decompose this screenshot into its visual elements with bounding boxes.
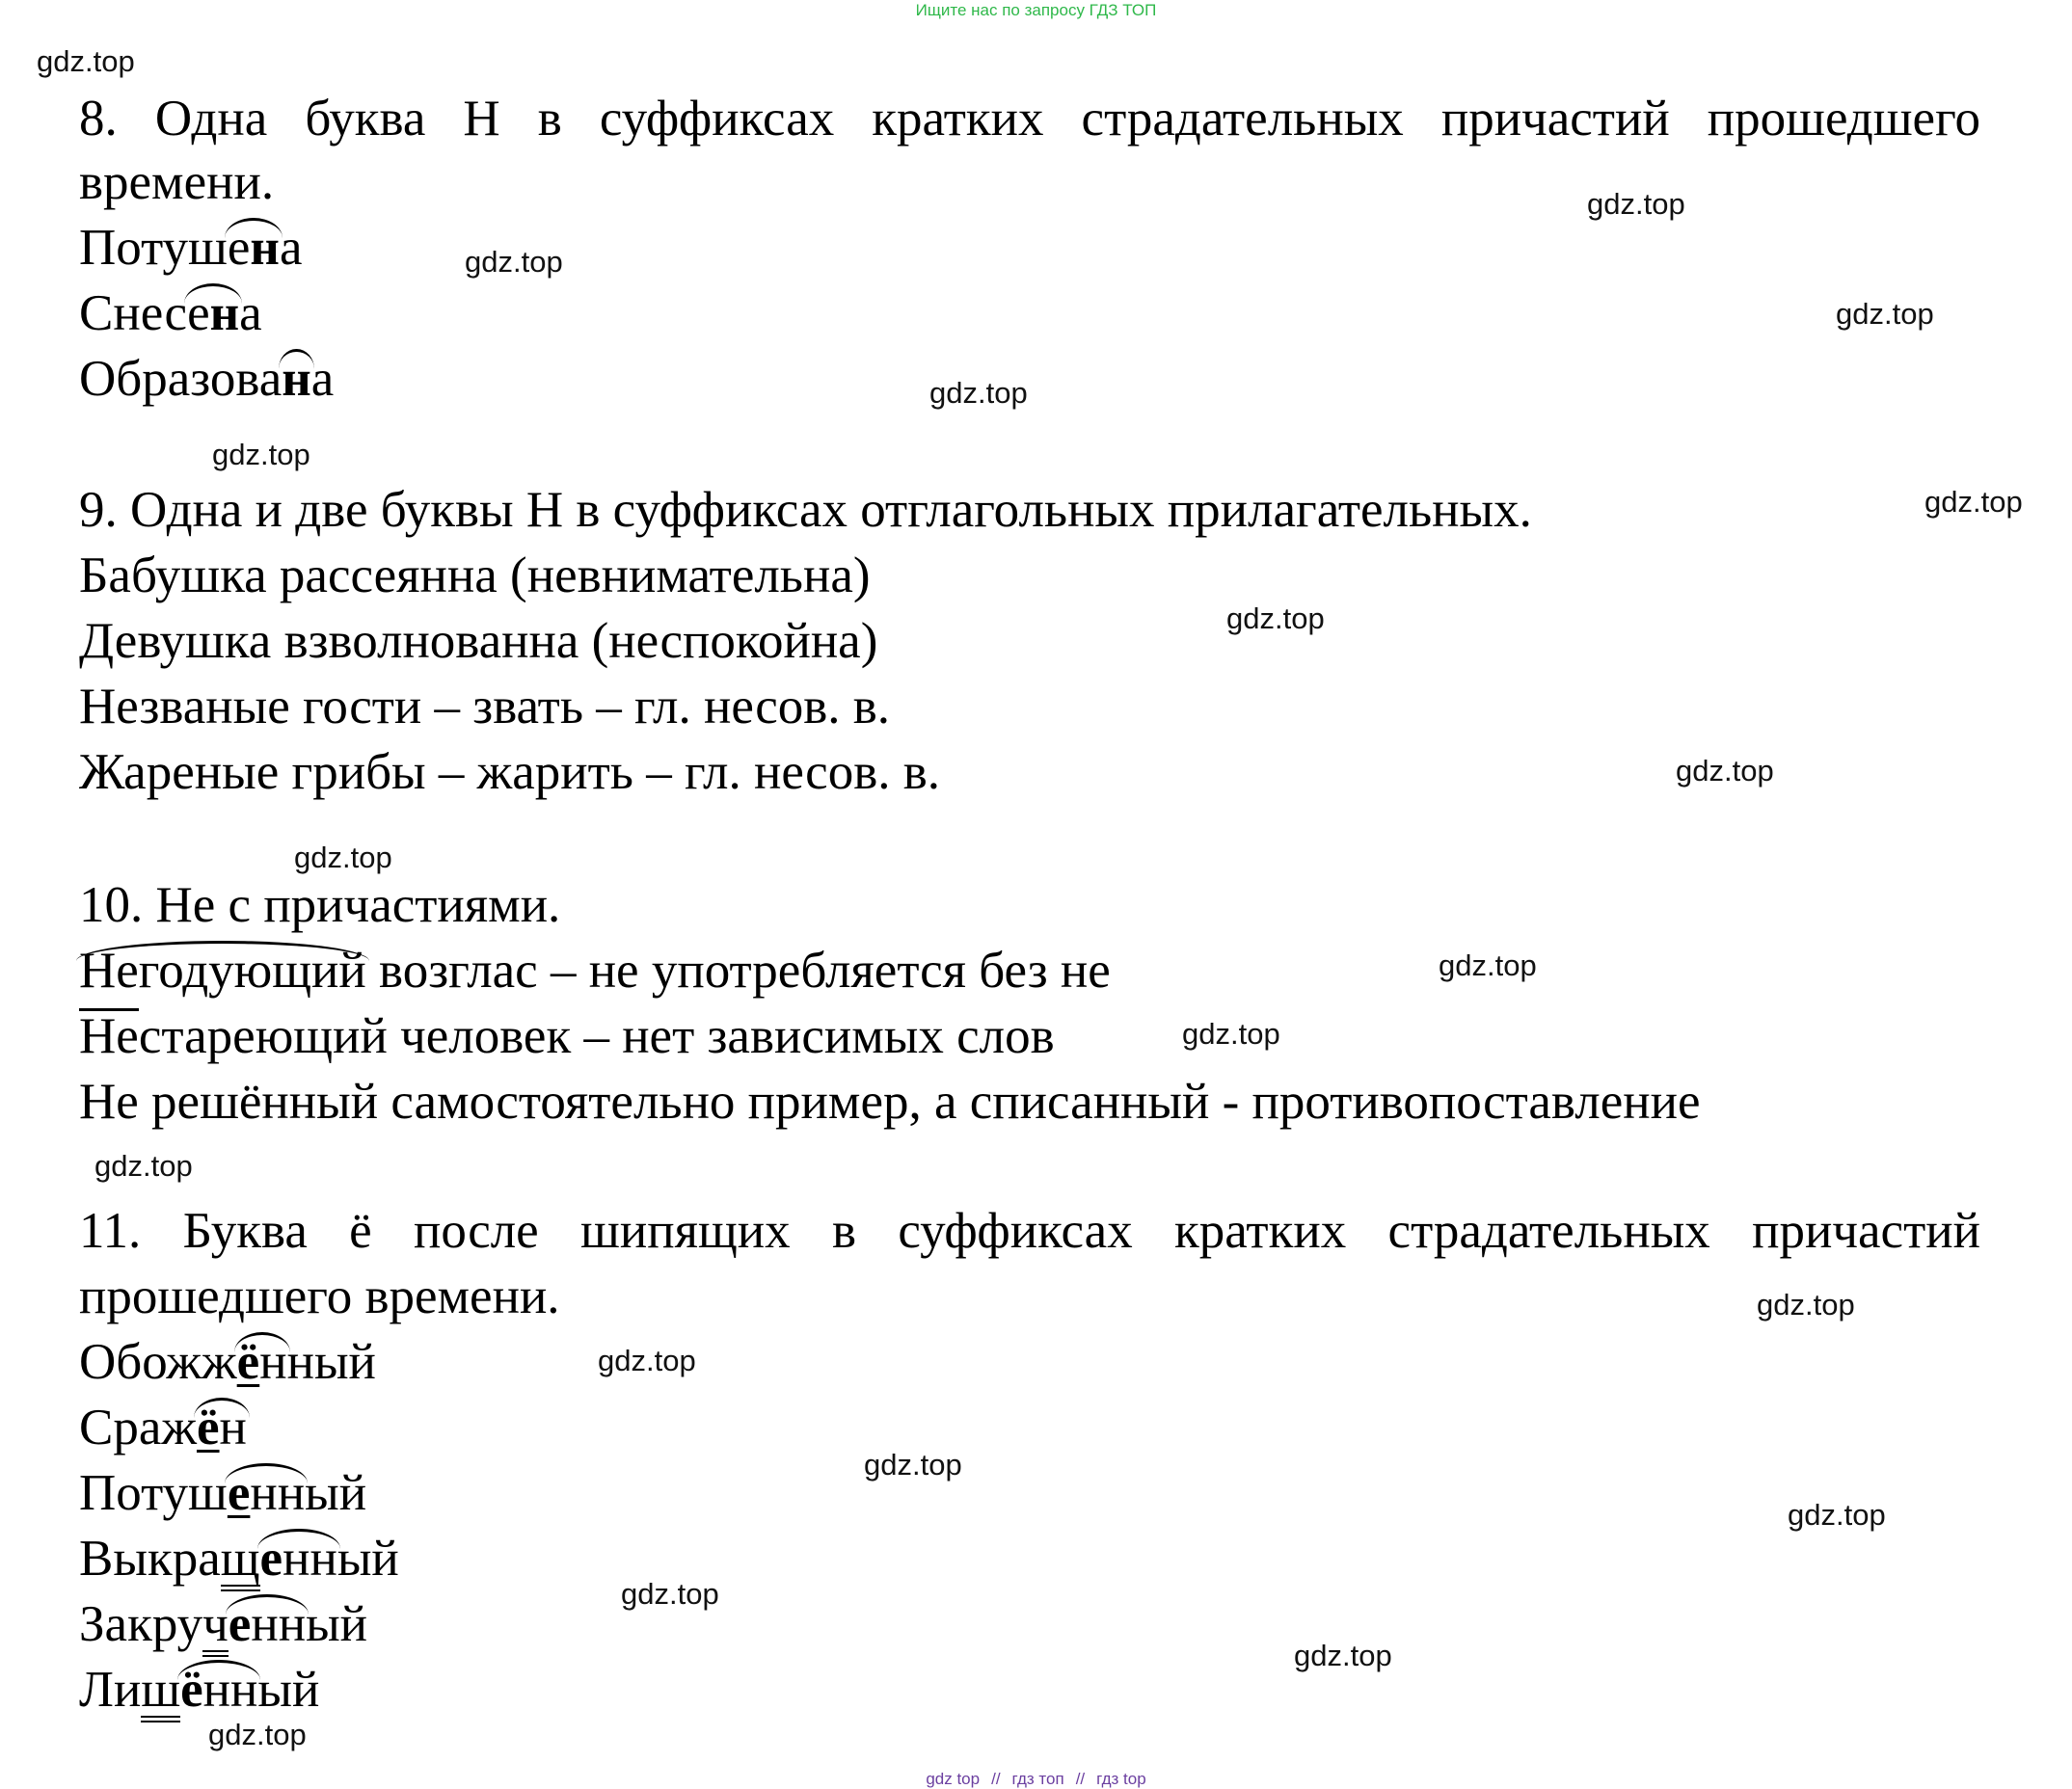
suffix-arc-group bbox=[180, 1658, 257, 1722]
section-8-heading-tail: времени. bbox=[79, 154, 275, 210]
watermark: gdz.top bbox=[1439, 948, 1537, 982]
section-10-line-1 bbox=[79, 939, 1111, 1002]
heading-word: кратких bbox=[1174, 1203, 1347, 1259]
watermark: gdz.top bbox=[37, 44, 135, 78]
watermark: gdz.top bbox=[1182, 1017, 1280, 1051]
prefix-text: Не bbox=[79, 1008, 139, 1064]
watermark: gdz.top bbox=[929, 376, 1028, 410]
watermark: gdz.top bbox=[598, 1344, 696, 1377]
line-rest: возглас – не употребляется без не bbox=[365, 943, 1111, 999]
word-segment: н bbox=[209, 285, 240, 341]
line-rest: стареющий человек – нет зависимых слов bbox=[138, 1008, 1055, 1064]
word-text: Негодующий bbox=[79, 943, 366, 999]
footer-separator: // bbox=[1075, 1770, 1086, 1788]
heading-word: 8. bbox=[79, 91, 118, 147]
word-segment: н bbox=[250, 220, 280, 276]
footer-links bbox=[0, 1770, 2072, 1789]
heading-word: Буква bbox=[182, 1203, 308, 1259]
section-11-word-3 bbox=[79, 1461, 366, 1525]
suffix-arc-group bbox=[229, 1592, 306, 1656]
watermark: gdz.top bbox=[1757, 1288, 1855, 1322]
section-8-word-2 bbox=[79, 281, 262, 345]
heading-word: ё bbox=[349, 1203, 372, 1259]
section-8-heading bbox=[79, 87, 1980, 150]
section-11-word-2 bbox=[79, 1396, 247, 1459]
watermark: gdz.top bbox=[1676, 754, 1774, 788]
marked-word bbox=[79, 1330, 376, 1394]
suffix-arc-group bbox=[282, 347, 311, 411]
suffix-arc-group bbox=[237, 1330, 287, 1394]
word-segment: Обожж bbox=[79, 1334, 237, 1390]
word-segment: н bbox=[219, 1400, 247, 1455]
watermark: gdz.top bbox=[208, 1718, 307, 1751]
word-segment: е bbox=[187, 285, 210, 341]
word-segment: щ bbox=[221, 1533, 260, 1591]
word-segment: ый bbox=[336, 1531, 399, 1587]
word-segment: ё bbox=[197, 1400, 220, 1455]
heading-word: причастий bbox=[1440, 91, 1670, 147]
word-segment: ё bbox=[236, 1334, 260, 1390]
suffix-arc-group bbox=[187, 281, 239, 345]
word-segment: нн bbox=[251, 1596, 307, 1652]
heading-word: кратких bbox=[872, 91, 1044, 147]
arc-marked-word bbox=[79, 939, 366, 1002]
footer-link[interactable]: гдз топ bbox=[1011, 1770, 1064, 1788]
watermark: gdz.top bbox=[94, 1149, 193, 1183]
watermark: gdz.top bbox=[621, 1577, 719, 1611]
heading-word: суффиксах bbox=[599, 91, 835, 147]
section-10-line-3: Не решённый самостоятельно пример, а списанный - противопоставление bbox=[79, 1074, 1701, 1130]
heading-word: в bbox=[537, 91, 562, 147]
word-segment: ш bbox=[141, 1664, 180, 1722]
heading-word: буква bbox=[305, 91, 426, 147]
marked-word bbox=[79, 281, 262, 345]
word-segment: е bbox=[227, 220, 251, 276]
marked-word bbox=[79, 347, 334, 411]
word-segment: нн bbox=[202, 1662, 258, 1718]
word-segment: ный bbox=[286, 1334, 376, 1390]
suffix-arc-group bbox=[228, 1461, 305, 1525]
watermark: gdz.top bbox=[465, 245, 563, 279]
footer-link[interactable]: gdz top bbox=[926, 1770, 981, 1788]
marked-word bbox=[79, 1461, 366, 1525]
watermark: gdz.top bbox=[1924, 485, 2023, 519]
word-segment: е bbox=[228, 1596, 252, 1652]
section-9-line-3: Незваные гости – звать – гл. несов. в. bbox=[79, 679, 891, 734]
word-segment: н bbox=[259, 1334, 287, 1390]
footer-link[interactable]: гдз top bbox=[1096, 1770, 1146, 1788]
suffix-arc-group bbox=[197, 1396, 247, 1459]
word-segment: Потуш bbox=[79, 1465, 228, 1521]
word-segment: ч bbox=[202, 1598, 229, 1657]
word-segment: Выкра bbox=[79, 1531, 221, 1587]
footer-separator: // bbox=[991, 1770, 1001, 1788]
section-8-word-1 bbox=[79, 216, 302, 280]
heading-word: причастий bbox=[1752, 1203, 1980, 1259]
watermark: gdz.top bbox=[1294, 1639, 1392, 1672]
word-segment: Образова bbox=[79, 351, 283, 407]
watermark: gdz.top bbox=[294, 841, 392, 874]
marked-word bbox=[79, 1396, 247, 1459]
section-9-line-2: Девушка взволнованна (неспокойна) bbox=[79, 613, 878, 669]
section-11-heading-tail: прошедшего времени. bbox=[79, 1268, 560, 1324]
word-segment: а bbox=[279, 220, 303, 276]
prefix-marked bbox=[79, 1004, 139, 1068]
word-segment: е bbox=[259, 1531, 283, 1587]
section-10-heading: 10. Не с причастиями. bbox=[79, 877, 561, 933]
marked-word bbox=[79, 1658, 319, 1722]
section-9-line-1: Бабушка рассеянна (невнимательна) bbox=[79, 547, 871, 603]
word-segment: Сраж bbox=[79, 1400, 197, 1455]
section-11-word-4 bbox=[79, 1527, 399, 1590]
word-segment: ё bbox=[180, 1662, 203, 1718]
heading-word: прошедшего bbox=[1707, 91, 1980, 147]
suffix-arc-group bbox=[228, 216, 280, 280]
word-segment: Потуш bbox=[79, 220, 228, 276]
word-segment: Снес bbox=[79, 285, 188, 341]
section-9-line-4: Жареные грибы – жарить – гл. несов. в. bbox=[79, 744, 941, 800]
heading-word: страдательных bbox=[1387, 1203, 1710, 1259]
heading-word: 11. bbox=[79, 1203, 142, 1259]
search-banner: Ищите нас по запросу ГДЗ ТОП bbox=[915, 1, 1157, 19]
heading-word: Н bbox=[463, 91, 500, 147]
watermark: gdz.top bbox=[1788, 1498, 1886, 1532]
watermark: gdz.top bbox=[1587, 187, 1685, 221]
marked-word bbox=[79, 1527, 399, 1591]
marked-word bbox=[79, 216, 302, 280]
suffix-arc-group bbox=[260, 1527, 337, 1590]
watermark: gdz.top bbox=[864, 1448, 962, 1482]
heading-word: после bbox=[414, 1203, 539, 1259]
section-11-word-6 bbox=[79, 1658, 319, 1722]
heading-word: в bbox=[831, 1203, 856, 1259]
heading-word: шипящих bbox=[580, 1203, 791, 1259]
word-segment: Ли bbox=[79, 1662, 142, 1718]
word-segment: Закру bbox=[79, 1596, 203, 1652]
heading-word: суффиксах bbox=[898, 1203, 1133, 1259]
section-11-word-5 bbox=[79, 1592, 367, 1656]
heading-word: Одна bbox=[154, 91, 268, 147]
word-segment: ый bbox=[305, 1465, 367, 1521]
section-11-word-1 bbox=[79, 1330, 376, 1394]
section-8-word-3 bbox=[79, 347, 334, 411]
watermark: gdz.top bbox=[1226, 601, 1325, 635]
section-10-line-2 bbox=[79, 1004, 1055, 1068]
marked-word bbox=[79, 1592, 367, 1657]
word-segment: е bbox=[227, 1465, 251, 1521]
watermark: gdz.top bbox=[1836, 297, 1934, 331]
heading-word: страдательных bbox=[1081, 91, 1404, 147]
word-segment: ый bbox=[306, 1596, 368, 1652]
word-segment: а bbox=[239, 285, 262, 341]
word-segment: нн bbox=[250, 1465, 306, 1521]
word-segment: нн bbox=[283, 1531, 337, 1587]
word-segment: ый bbox=[257, 1662, 320, 1718]
section-11-heading bbox=[79, 1199, 1980, 1263]
watermark: gdz.top bbox=[212, 438, 310, 471]
word-segment: н bbox=[282, 351, 311, 407]
section-9-heading: 9. Одна и две буквы Н в суффиксах отглагольных прилагательных. bbox=[79, 482, 1532, 538]
word-segment: а bbox=[310, 351, 335, 407]
